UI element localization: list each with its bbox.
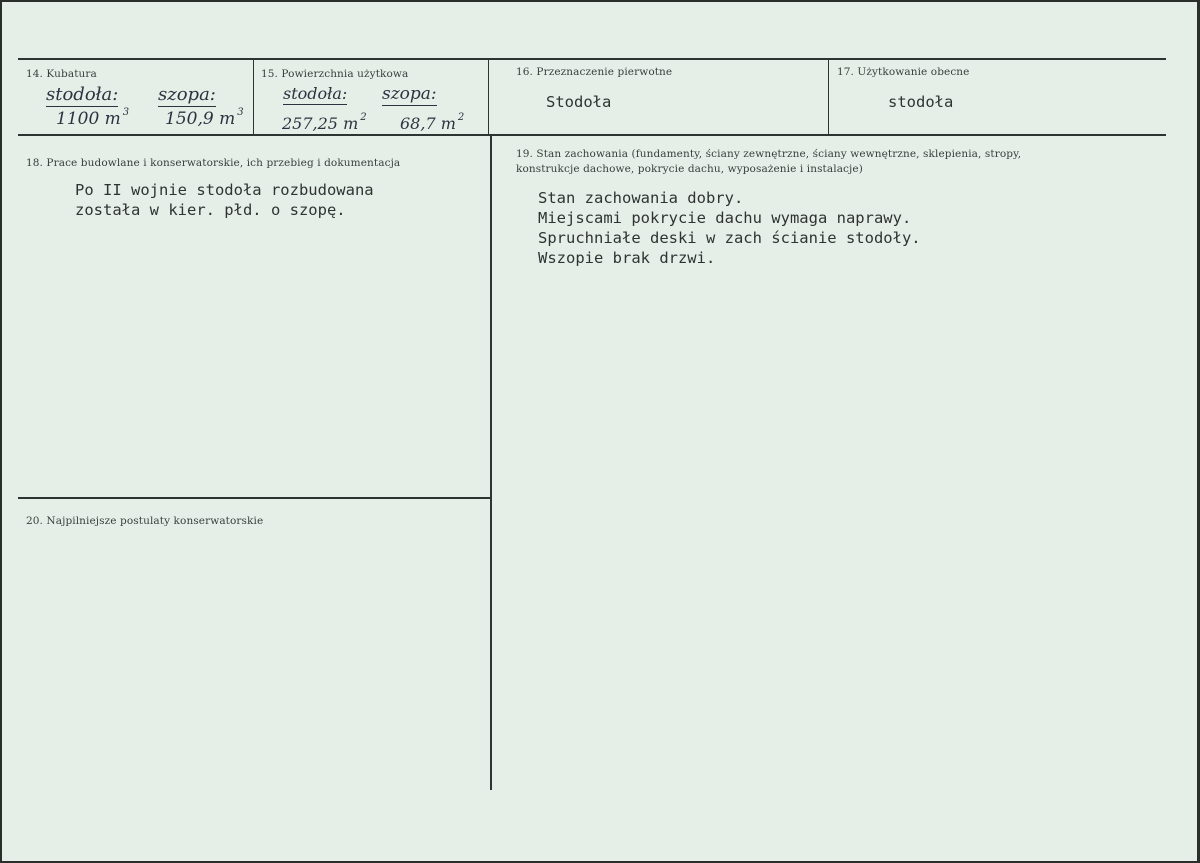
kubatura-col2-head	[158, 84, 216, 105]
field-15-label: 15. Powierzchnia użytkowa	[261, 68, 409, 80]
field-19-text: Stan zachowania dobry. Miejscami pokrycie dachu wymaga naprawy. Spruchniałe deski w zach ścianie stodoły. Wszopie brak drzwi.	[538, 189, 921, 267]
powierzchnia-col2-head	[382, 84, 437, 104]
kubatura-col1-number: 1100	[56, 109, 100, 129]
divider-14-15	[253, 59, 254, 135]
field-18-label: 18. Prace budowlane i konserwatorskie, ich przebieg i dokumentacja	[26, 157, 401, 169]
powierzchnia-col1-number: 257,25	[282, 114, 338, 133]
field-18-text: Po II wojnie stodoła rozbudowana została w kier. płd. o szopę.	[75, 181, 374, 219]
field-14-label: 14. Kubatura	[26, 68, 97, 80]
top-rule	[18, 58, 1166, 60]
powierzchnia-unit: m	[343, 114, 359, 133]
divider-16-17	[828, 59, 829, 135]
divider-15-16	[488, 59, 489, 135]
rule-18-20	[18, 497, 490, 499]
kubatura-unit-exp: 3	[237, 107, 244, 118]
field-20-label: 20. Najpilniejsze postulaty konserwatorskie	[26, 515, 264, 527]
kubatura-col2-number: 150,9	[165, 109, 214, 129]
powierzchnia-unit-exp: 2	[360, 112, 367, 123]
kubatura-unit-exp: 3	[122, 107, 130, 118]
header-row-bottom-rule	[18, 134, 1166, 136]
powierzchnia-col2-value	[400, 112, 464, 133]
powierzchnia-col1-value	[282, 112, 367, 133]
powierzchnia-unit: m	[440, 114, 456, 133]
kubatura-col2-head-text: szopa:	[158, 84, 216, 105]
powierzchnia-col2-head-text: szopa:	[382, 84, 437, 104]
kubatura-unit: m	[219, 109, 236, 129]
field-19-label: 19. Stan zachowania (fundamenty, ściany zewnętrzne, ściany wewnętrzne, sklepienia, stropy, konstrukcje dachowe, pokrycie dachu, wyposażenie i instalacje)	[516, 148, 1022, 175]
powierzchnia-col1-head	[283, 84, 347, 103]
kubatura-col1-value	[56, 107, 129, 129]
field-17-value: stodoła	[888, 93, 954, 111]
center-divider	[490, 135, 492, 790]
powierzchnia-unit-exp: 2	[457, 112, 465, 123]
field-16-label: 16. Przeznaczenie pierwotne	[516, 66, 673, 78]
kubatura-col1-head	[46, 84, 118, 105]
kubatura-col1-head-text: stodoła:	[46, 84, 119, 105]
kubatura-col2-value	[165, 107, 244, 129]
kubatura-unit: m	[104, 109, 121, 129]
powierzchnia-col2-number: 68,7	[400, 114, 436, 133]
field-16-value: Stodoła	[546, 93, 612, 111]
powierzchnia-col1-head-text: stodoła:	[283, 84, 348, 103]
field-17-label: 17. Użytkowanie obecne	[837, 66, 970, 78]
